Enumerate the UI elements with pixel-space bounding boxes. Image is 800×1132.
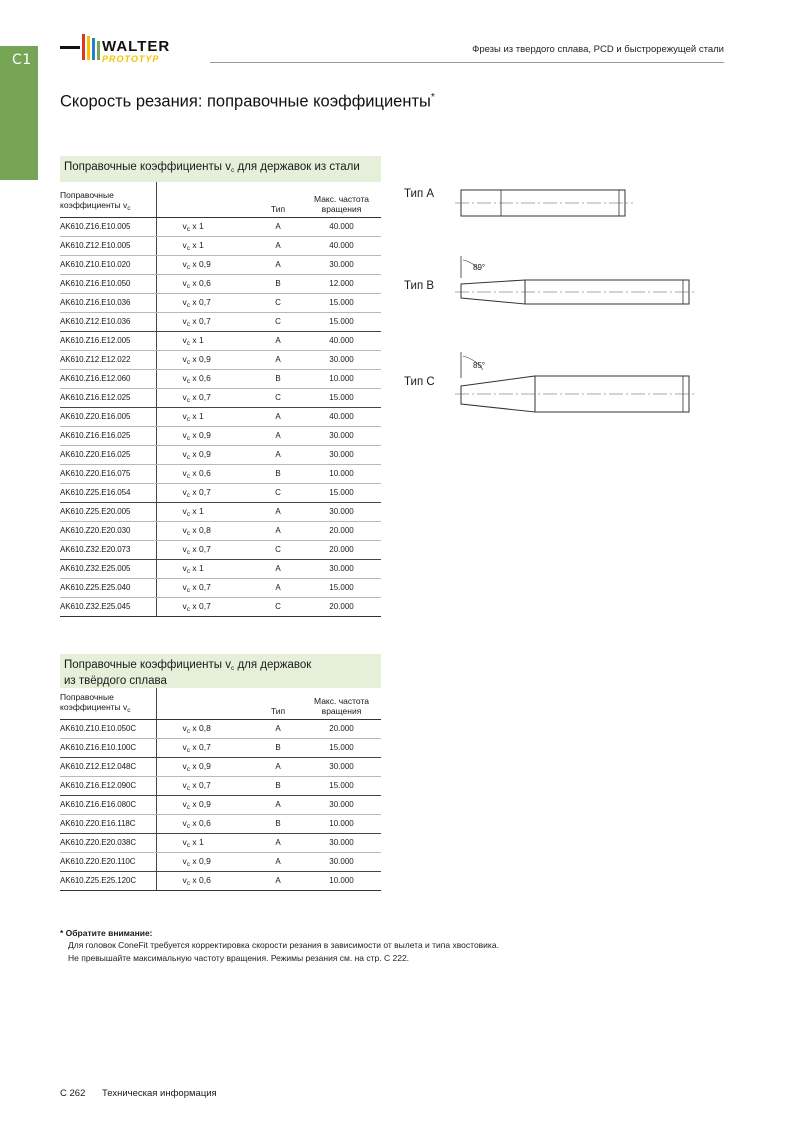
col-type-header: Тип — [254, 182, 302, 217]
row-max-rpm: 12.000 — [302, 274, 381, 293]
col-type-header: Тип — [254, 688, 302, 719]
note-title: * Обратите внимание: — [60, 928, 153, 938]
row-type: A — [254, 871, 302, 890]
row-factor: $v_c$ x 0,6 — [156, 814, 254, 833]
table-row — [60, 814, 381, 833]
row-code: AK610.Z25.E20.005 — [60, 502, 156, 521]
row-type: A — [254, 255, 302, 274]
table-row — [60, 464, 381, 483]
row-code: AK610.Z32.E25.005 — [60, 559, 156, 578]
row-type: A — [254, 236, 302, 255]
row-code: AK610.Z20.E20.038C — [60, 833, 156, 852]
col-factor-header: Поправочные коэффициенты $v_c$ — [60, 182, 156, 217]
table-row — [60, 578, 381, 597]
table-row — [60, 350, 381, 369]
row-type: A — [254, 578, 302, 597]
table-row — [60, 833, 381, 852]
row-max-rpm: 10.000 — [302, 814, 381, 833]
row-max-rpm: 30.000 — [302, 833, 381, 852]
footer-text: Техническая информация — [102, 1088, 217, 1099]
table-row — [60, 274, 381, 293]
row-type: A — [254, 350, 302, 369]
row-code: AK610.Z25.E25.120C — [60, 871, 156, 890]
row-factor: $v_c$ x 1 — [156, 407, 254, 426]
row-max-rpm: 15.000 — [302, 776, 381, 795]
row-code: AK610.Z16.E12.090C — [60, 776, 156, 795]
row-factor: $v_c$ x 0,7 — [156, 483, 254, 502]
row-max-rpm: 40.000 — [302, 217, 381, 236]
table-row — [60, 871, 381, 890]
row-max-rpm: 30.000 — [302, 502, 381, 521]
table-row — [60, 719, 381, 738]
table-steel-grid — [60, 182, 381, 617]
row-type: A — [254, 559, 302, 578]
row-type: B — [254, 464, 302, 483]
type-b-angle: 89° — [473, 263, 486, 272]
row-factor: $v_c$ x 0,8 — [156, 719, 254, 738]
table-row — [60, 738, 381, 757]
type-a-shank-drawing — [455, 184, 695, 224]
row-type: A — [254, 757, 302, 776]
header-rule — [210, 62, 724, 63]
row-factor: $v_c$ x 1 — [156, 331, 254, 350]
row-code: AK610.Z16.E10.005 — [60, 217, 156, 236]
row-factor: $v_c$ x 0,9 — [156, 795, 254, 814]
row-code: AK610.Z16.E12.005 — [60, 331, 156, 350]
row-factor: $v_c$ x 0,7 — [156, 388, 254, 407]
row-factor: $v_c$ x 1 — [156, 236, 254, 255]
row-max-rpm: 20.000 — [302, 521, 381, 540]
walter-logo — [60, 32, 200, 72]
row-factor: $v_c$ x 0,9 — [156, 757, 254, 776]
row-type: A — [254, 719, 302, 738]
row-factor: $v_c$ x 0,6 — [156, 871, 254, 890]
row-factor: $v_c$ x 0,7 — [156, 293, 254, 312]
table-row — [60, 255, 381, 274]
row-max-rpm: 30.000 — [302, 255, 381, 274]
row-type: B — [254, 814, 302, 833]
row-max-rpm: 30.000 — [302, 559, 381, 578]
row-max-rpm: 10.000 — [302, 369, 381, 388]
row-max-rpm: 15.000 — [302, 483, 381, 502]
row-type: A — [254, 521, 302, 540]
row-max-rpm: 20.000 — [302, 719, 381, 738]
row-factor: $v_c$ x 0,7 — [156, 597, 254, 616]
table-row — [60, 445, 381, 464]
row-type: C — [254, 388, 302, 407]
row-code: AK610.Z12.E12.048C — [60, 757, 156, 776]
col-empty-header — [156, 182, 254, 217]
row-code: AK610.Z16.E10.100C — [60, 738, 156, 757]
row-max-rpm: 30.000 — [302, 795, 381, 814]
table-row — [60, 407, 381, 426]
row-code: AK610.Z20.E16.075 — [60, 464, 156, 483]
row-code: AK610.Z20.E20.110C — [60, 852, 156, 871]
row-factor: $v_c$ x 0,7 — [156, 738, 254, 757]
row-factor: $v_c$ x 1 — [156, 217, 254, 236]
table-row — [60, 331, 381, 350]
row-type: A — [254, 407, 302, 426]
note-line-2: Не превышайте максимальную частоту вращения. Режимы резания см. на стр. C 222. — [68, 953, 410, 963]
row-type: C — [254, 597, 302, 616]
row-factor: $v_c$ x 0,9 — [156, 350, 254, 369]
row-factor: $v_c$ x 1 — [156, 833, 254, 852]
row-type: A — [254, 795, 302, 814]
table-row — [60, 502, 381, 521]
row-max-rpm: 40.000 — [302, 236, 381, 255]
row-factor: $v_c$ x 0,9 — [156, 255, 254, 274]
row-code: AK610.Z16.E10.036 — [60, 293, 156, 312]
row-code: AK610.Z12.E10.036 — [60, 312, 156, 331]
table-row — [60, 757, 381, 776]
row-max-rpm: 30.000 — [302, 852, 381, 871]
row-max-rpm: 15.000 — [302, 388, 381, 407]
row-code: AK610.Z16.E12.025 — [60, 388, 156, 407]
row-type: A — [254, 502, 302, 521]
row-factor: $v_c$ x 0,7 — [156, 540, 254, 559]
row-code: AK610.Z10.E10.050C — [60, 719, 156, 738]
type-b-shank-drawing — [455, 254, 695, 310]
row-code: AK610.Z32.E25.045 — [60, 597, 156, 616]
row-factor: $v_c$ x 0,6 — [156, 274, 254, 293]
row-code: AK610.Z20.E16.005 — [60, 407, 156, 426]
row-code: AK610.Z25.E16.054 — [60, 483, 156, 502]
row-max-rpm: 30.000 — [302, 426, 381, 445]
table-carbide-grid — [60, 688, 381, 891]
row-factor: $v_c$ x 0,6 — [156, 369, 254, 388]
row-max-rpm: 15.000 — [302, 312, 381, 331]
row-type: B — [254, 274, 302, 293]
table-carbide — [60, 654, 381, 891]
row-factor: $v_c$ x 0,9 — [156, 445, 254, 464]
row-type: C — [254, 312, 302, 331]
row-factor: $v_c$ x 0,6 — [156, 464, 254, 483]
row-factor: $v_c$ x 0,7 — [156, 578, 254, 597]
type-b-label: Тип B — [404, 280, 435, 292]
table-steel — [60, 156, 381, 617]
col-empty-header — [156, 688, 254, 719]
table-row — [60, 426, 381, 445]
footer-page-number: C 262 — [60, 1088, 86, 1099]
type-c-shank-drawing — [455, 350, 695, 416]
row-code: AK610.Z16.E16.080C — [60, 795, 156, 814]
row-max-rpm: 20.000 — [302, 597, 381, 616]
row-max-rpm: 10.000 — [302, 871, 381, 890]
table-row — [60, 369, 381, 388]
note-line-1: Для головок ConeFit требуется корректировка скорости резания в зависимости от вылета и типа хвостовика. — [68, 940, 499, 950]
row-max-rpm: 15.000 — [302, 578, 381, 597]
row-type: B — [254, 776, 302, 795]
row-type: C — [254, 483, 302, 502]
table-steel-caption: Поправочные коэффициенты $v_c$ для державок из стали — [60, 156, 381, 182]
row-code: AK610.Z20.E16.118C — [60, 814, 156, 833]
table-row — [60, 852, 381, 871]
row-max-rpm: 30.000 — [302, 757, 381, 776]
row-type: B — [254, 369, 302, 388]
table-row — [60, 217, 381, 236]
row-max-rpm: 15.000 — [302, 293, 381, 312]
col-factor-header: Поправочные коэффициенты $v_c$ — [60, 688, 156, 719]
row-code: AK610.Z16.E16.025 — [60, 426, 156, 445]
table-carbide-caption: Поправочные коэффициенты $v_c$ для державок из твёрдого сплава — [60, 654, 381, 688]
type-c-label: Тип C — [404, 376, 435, 388]
table-row — [60, 540, 381, 559]
table-row — [60, 795, 381, 814]
table-row — [60, 597, 381, 616]
table-row — [60, 776, 381, 795]
row-type: A — [254, 852, 302, 871]
row-max-rpm: 40.000 — [302, 331, 381, 350]
table-row — [60, 559, 381, 578]
row-type: A — [254, 833, 302, 852]
table-row — [60, 521, 381, 540]
row-factor: $v_c$ x 0,9 — [156, 426, 254, 445]
col-rpm-header: Макс. частота вращения — [302, 688, 381, 719]
table-row — [60, 388, 381, 407]
table-row — [60, 483, 381, 502]
row-max-rpm: 10.000 — [302, 464, 381, 483]
table-row — [60, 293, 381, 312]
row-code: AK610.Z16.E12.060 — [60, 369, 156, 388]
row-type: C — [254, 540, 302, 559]
table-row — [60, 312, 381, 331]
row-type: A — [254, 445, 302, 464]
brand-name: WALTER — [102, 38, 171, 55]
row-code: AK610.Z12.E12.022 — [60, 350, 156, 369]
page-title: Скорость резания: поправочные коэффициенты* — [60, 92, 435, 111]
row-code: AK610.Z20.E16.025 — [60, 445, 156, 464]
row-type: A — [254, 331, 302, 350]
row-code: AK610.Z12.E10.005 — [60, 236, 156, 255]
row-type: A — [254, 217, 302, 236]
row-factor: $v_c$ x 0,8 — [156, 521, 254, 540]
row-type: B — [254, 738, 302, 757]
header-title: Фрезы из твердого сплава, PCD и быстрорежущей стали — [472, 44, 724, 55]
row-type: C — [254, 293, 302, 312]
row-code: AK610.Z20.E20.030 — [60, 521, 156, 540]
row-code: AK610.Z10.E10.020 — [60, 255, 156, 274]
row-code: AK610.Z25.E25.040 — [60, 578, 156, 597]
col-rpm-header: Макс. частота вращения — [302, 182, 381, 217]
row-factor: $v_c$ x 0,7 — [156, 312, 254, 331]
row-code: AK610.Z16.E10.050 — [60, 274, 156, 293]
row-factor: $v_c$ x 1 — [156, 559, 254, 578]
type-c-angle: 85° — [473, 361, 486, 370]
row-factor: $v_c$ x 0,9 — [156, 852, 254, 871]
row-factor: $v_c$ x 1 — [156, 502, 254, 521]
row-max-rpm: 30.000 — [302, 350, 381, 369]
type-a-label: Тип A — [404, 188, 435, 200]
row-type: A — [254, 426, 302, 445]
row-max-rpm: 20.000 — [302, 540, 381, 559]
row-max-rpm: 40.000 — [302, 407, 381, 426]
table-row — [60, 236, 381, 255]
row-code: AK610.Z32.E20.073 — [60, 540, 156, 559]
brand-sub: PROTOTYP — [102, 54, 160, 64]
row-factor: $v_c$ x 0,7 — [156, 776, 254, 795]
row-max-rpm: 30.000 — [302, 445, 381, 464]
section-tab: C1 — [0, 46, 38, 180]
row-max-rpm: 15.000 — [302, 738, 381, 757]
